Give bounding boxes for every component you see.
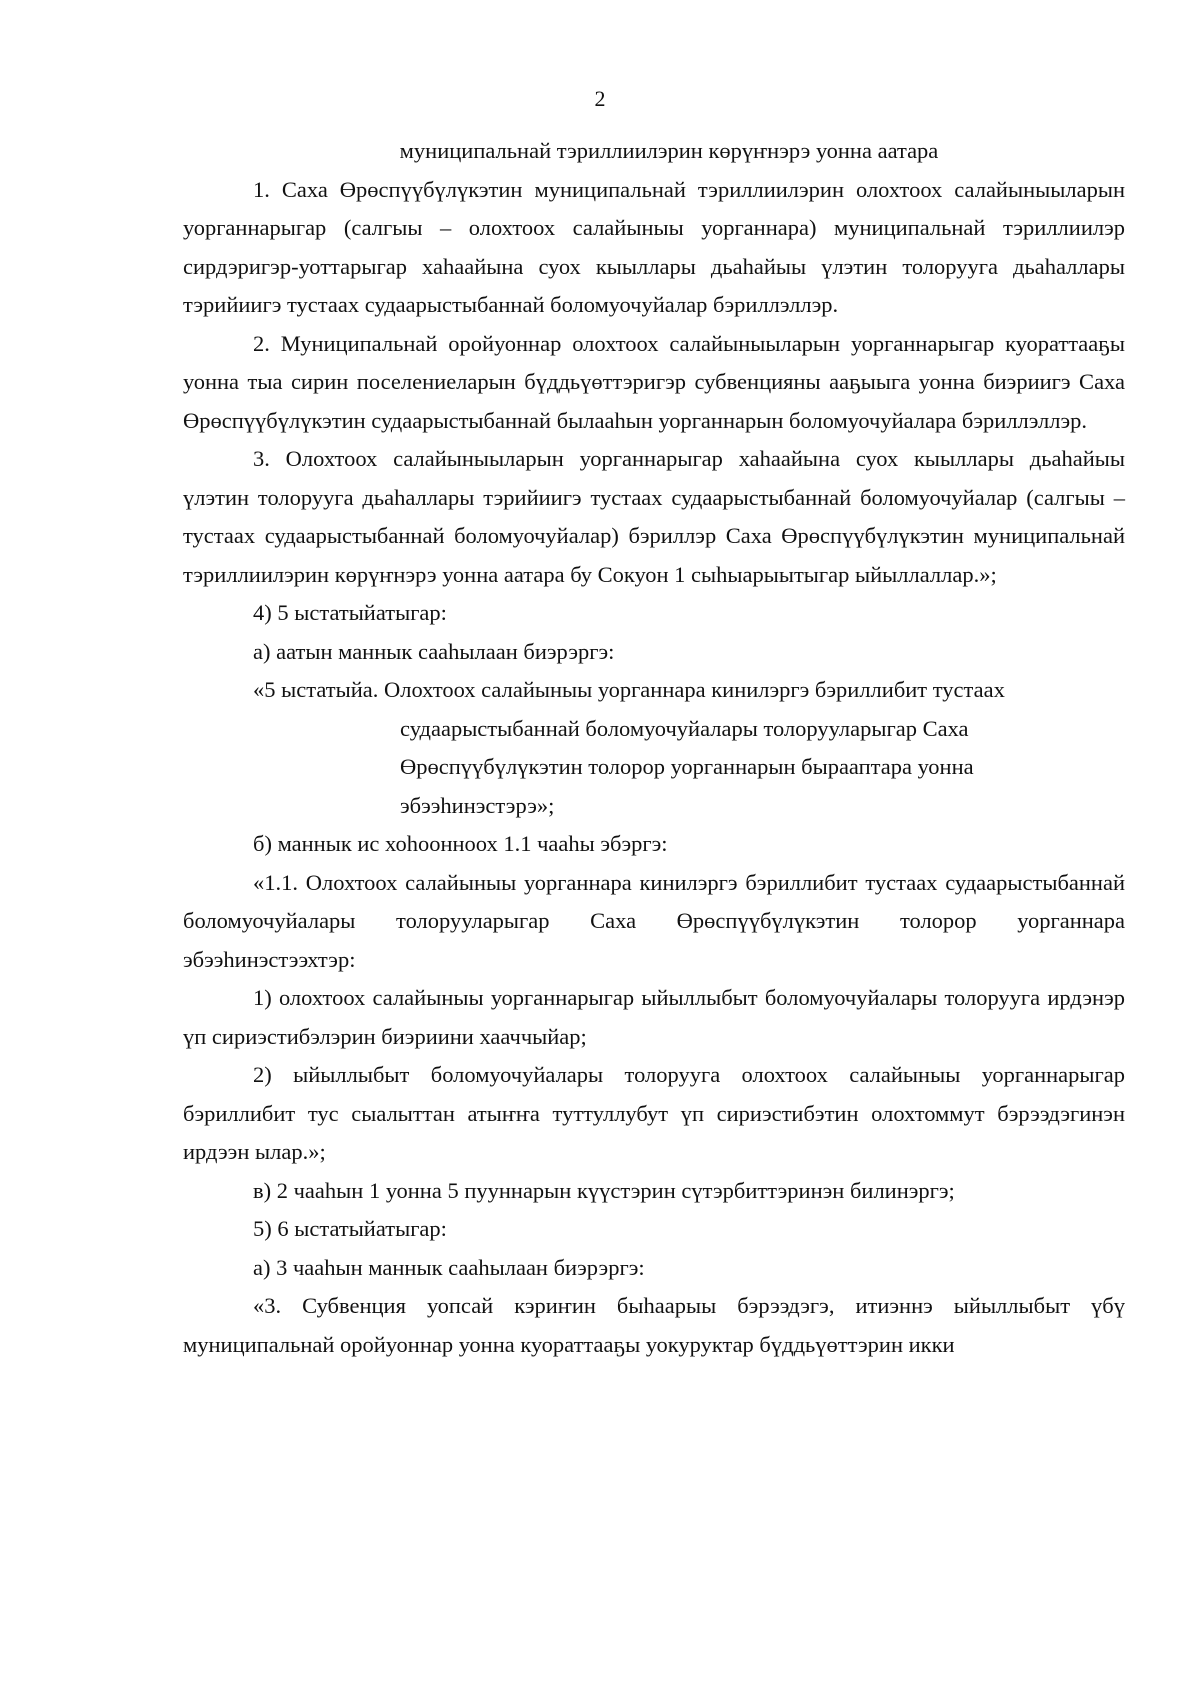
article-heading-line-1: «5 ыстатыйа. Олохтоох салайыныы уорганнара кинилэргэ бэриллибит тустаах: [253, 677, 1005, 702]
document-body: [183, 132, 1125, 1364]
paragraph-3: 3. Олохтоох салайыныыларын уорганнарыгар хаһаайына суох кыыллары дьаһайыы үлэтин толоруугa дьаһаллары тэрийиигэ тустаах судаарыстыбаннай боломуочуйалар (салгыы – тустаах судаарыстыбаннай боломуочуйалар) бэриллэр Саха Өрөспүүбүлүкэтин муниципальнай тэриллиилэрин көрүҥнэрэ уонна аатара бу Сокуон 1 сыһыарыытыгар ыйыллаллар.»;: [183, 446, 1125, 587]
paragraph-11: в) 2 чааһын 1 уонна 5 пууннарын күүстэрин сүтэрбиттэринэн билинэргэ;: [253, 1177, 955, 1203]
paragraph-5: а) аатын маннык сааһылаан биэрэргэ:: [253, 638, 615, 664]
paragraph-13: а) 3 чааһын маннык сааһылаан биэрэргэ:: [253, 1254, 645, 1280]
paragraph-1: 1. Саха Өрөспүүбүлүкэтин муниципальнай тэриллиилэрин олохтоох салайыныыларын уорганнарыгар (салгыы – олохтоох салайыныы уорганнара) муниципальнай тэриллиилэр сирдэригэр-уоттарыгар хаһаайына суох кыыллары дьаһайыы үлэтин толоруугa дьаһаллары тэрийиигэ тустаах судаарыстыбаннай боломуочуйалар бэриллэллэр.: [183, 176, 1125, 317]
article-heading-line-4: эбээһинэстэрэ»;: [400, 792, 555, 818]
paragraph-12: 5) 6 ыстатыйатыгар:: [253, 1216, 447, 1241]
paragraph-10: 2) ыйыллыбыт боломуочуйалары толорууга олохтоох салайыныы уорганнарыгар бэриллибит тус сыалыттан атыҥҥа туттуллубут үп сириэстибэтин олохтоммут бэрээдэгинэн ирдээн ылар.»;: [183, 1062, 1125, 1164]
paragraph-2: 2. Муниципальнай оройуоннар олохтоох салайыныыларын уорганнарыгар куораттааҕы уонна тыа сирин поселениеларын бүддьүөттэригэр субвенцияны ааҕыыга уонна биэриигэ Саха Өрөспүүбүлүкэтин судаарыстыбаннай былааһын уорганнарын боломуочуйалара бэриллэллэр.: [183, 330, 1125, 433]
article-heading-line-2: судаарыстыбаннай боломуочуйалары толорууларыгар Саха: [400, 715, 969, 741]
paragraph-9: 1) олохтоох салайыныы уорганнарыгар ыйыллыбыт боломуочуйалары толорууга ирдэнэр үп сириэстибэлэрин биэриини хааччыйар;: [183, 985, 1125, 1049]
paragraph-4: 4) 5 ыстатыйатыгар:: [253, 600, 447, 625]
article-heading-line-3: Өрөспүүбүлүкэтин толорор уорганнарын бырааптара уонна: [400, 754, 974, 779]
paragraph-title-continuation: муниципальнай тэриллиилэрин көрүҥнэрэ уонна аатара: [399, 138, 939, 163]
paragraph-7: б) маннык ис хоһоонноох 1.1 чааһы эбэргэ:: [253, 831, 668, 856]
paragraph-8: «1.1. Олохтоох салайыныы уорганнара кинилэргэ бэриллибит тустаах судаарыстыбаннай боломуочуйалары толорууларыгар Саха Өрөспүүбүлүкэтин толорор уорганнара эбээһинэстээхтэр:: [183, 869, 1125, 972]
paragraph-14: «3. Субвенция уопсай кэриҥин быһаарыы бэрээдэгэ, итиэннэ ыйыллыбыт үбү муниципальнай оройуоннар уонна куораттааҕы уокуруктар бүддьүөттэрин икки: [183, 1293, 1125, 1357]
page-number: 2: [594, 86, 606, 111]
